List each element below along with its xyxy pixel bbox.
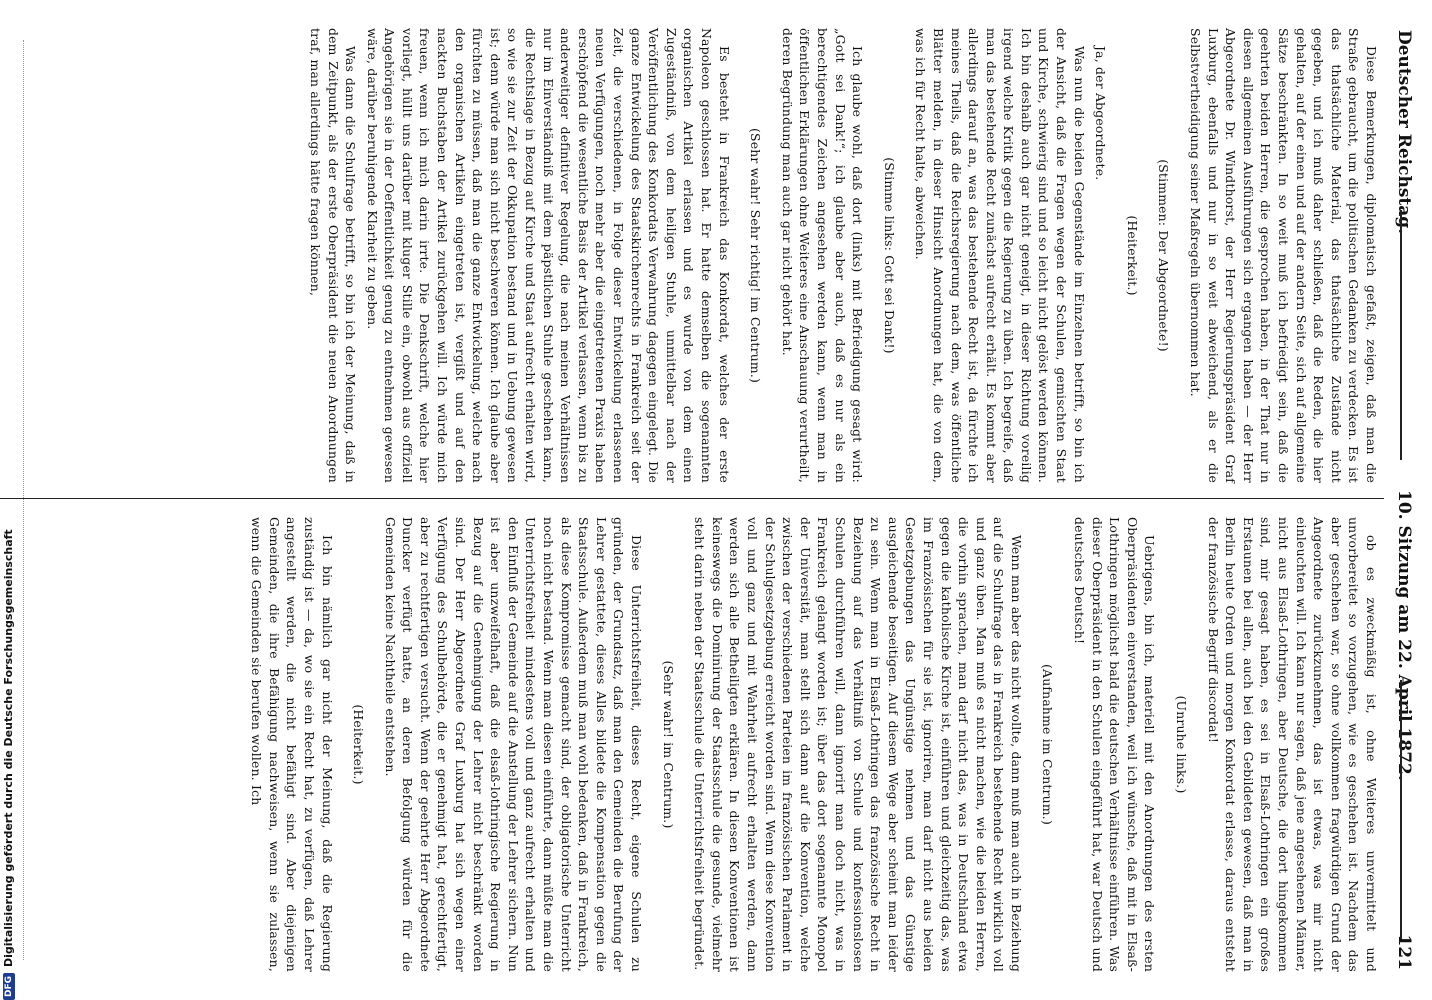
interjection: (Sehr wahr! im Centrum.)	[660, 660, 676, 829]
right-column	[244, 517, 1380, 972]
header-session: 10. Sitzung am 22. April 1872.	[1394, 490, 1414, 781]
paragraph: Es besteht in Frankreich das Konkordat, welches der erste Napoleon geschlossen hat. Er hatte demselben die sogenannten organischen Artikel erlassen und es wurde von dem einen Zugeständniß, von dem heiligen Stuhle, unmittelbar nach der Veröffentlichung des Konkordats Verwahrung dagegen eingelegt. Die ganze Entwickelung des Staatskirchenrechts in Frankreich seit der Zeit, die verschiedenen, in Folge dieser Entwickelung erlassenen neuen Verfügungen, noch mehr aber die eingetretenen Praxis haben erschöpfend die wesentliche Basis der Artikel verlassen, wenn bis zu anderweitiger definitiver Regelung, die nach meinen Verhältnissen nur im Einverständniß mit dem päpstlichen Stuhle geschehen kann, die Rechtslage in Bezug auf Kirche und Staat aufrecht erhalten wird, so wie sie zur Zeit der Okkupation bestand und in Uebung gewesen ist; denn würde man sich nicht beschweren können. Ich glaube aber fürchten zu müssen, daß man die ganze Entwickelung, welche nach den organischen Artikeln eingetreten ist, vergißt und auf den nackten Buchstaben der Artikel zurückgehen will. Ich würde mich freuen, wenn ich mich darin irrte. Die Denkschrift, welche hier vorliegt, hüllt uns darüber mit kluger Stille ein, obwohl aus offiziell Angehörigen sie in der Oeffentlichkeit genug zu entnehmen gewesen wäre, darüber beruhigende Klarheit zu geben.	[364, 28, 732, 483]
page-header	[1384, 30, 1424, 970]
column-divider	[0, 498, 1384, 499]
page-number: 121	[1394, 934, 1414, 970]
interjection: (Stimmen: Der Abgeordnete!)	[1156, 159, 1172, 352]
digitization-credit	[2, 0, 15, 1000]
interjection: (Aufnahme im Centrum.)	[1040, 664, 1056, 825]
header-title: Deutscher Reichstag.	[1394, 30, 1414, 235]
interjection: (Heiterkeit.)	[351, 704, 367, 785]
dfg-logo-icon: DFG	[3, 973, 15, 1000]
left-column	[302, 28, 1380, 483]
paragraph: Diese Bemerkungen, diplomatisch gefaßt, zeigen, daß man die Straße gebraucht, um die politischen Gedanken zu verdecken. Es ist das thatsächliche Material, das thatsächliche Zustände nicht gegeben, und ich muß daher schließen, daß die Reden, die hier gehalten, auf der einen und auf der andern Seite, sich auf allgemeine Sätze beschränkten. In so weit muß ich befriedigt sein, daß die geehrten beiden Herren, die gesprochen haben, in der That nur in diesen allgemeinen Ausführungen sich ergangen haben — der Herr Abgeordnete Dr. Windthorst, der Herr Regierungspräsident Graf Luxburg, ebenfalls und nur in so weit abweichend, als er die Selbstvertheidigung seiner Maßregeln übernommen hat.	[1188, 28, 1379, 483]
paragraph: ob es zweckmäßig ist, ohne Weiteres unvermittelt und unvorbereitet so vorzugehen, wie es geschehen ist. Nachdem das aber geschehen war, so ohne vollkommen fragwürdigen Grund der Angeordnete zurückzunehmen, das ist etwas, was mir nicht einleuchten will. Ich kann nur sagen, daß jene angesehenen Männer, nicht aus Elsaß-Lothringen, aber Deutsche, die dort hingekommen sind, mir gesagt haben, es sei in Elsaß-Lothringen ein großes Erstaunen bei allen, auch bei den Gebildeten gewesen, daß man in Berlin heute Orden und morgen Konkordat erlasse, daraus entsteht der französische Begriff discordat!	[1205, 517, 1379, 972]
interjection: (Sehr wahr! Sehr richtig! im Centrum.)	[748, 127, 764, 384]
paragraph: Ja, der Abgeordnete.	[1093, 46, 1109, 181]
paragraph: Was nun die beiden Gegenstände im Einzelnen betrifft, so bin ich der Ansicht, daß die Fragen wegen der Schulen, gemischten Staat und Kirche, schwierig sind und so leicht nicht gelöst werden können. Ich bin deshalb auch gar nicht geneigt, in dieser Richtung voreilig irgend welche Kritik gegen die Regierung zu üben. Ich begreife, daß man das bestehende Recht zunächst aufrecht erhält. Es kommt aber allerdings darauf an, was das bestehende Recht ist, da fürchte ich meines Theils, daß die Reichsregierung nach dem, was öffentliche Blätter melden, in dieser Hinsicht Anordnungen hat, die von dem, was ich für Recht halte, abweichen.	[913, 28, 1087, 483]
paragraph: Ich glaube wohl, daß dort (links) mit Befriedigung gesagt wird: „Gott sei Dank!“; ich glaube aber auch, daß es nur als ein berechtigendes Zeichen angesehen werden kann, wenn man in öffentlichen Erklärungen ohne Weiteres eine Anschauung verurtheilt, deren Begründung man auch gar nicht gehört hat.	[779, 28, 866, 483]
paragraph: Diese Unterrichtsfreiheit, dieses Recht, eigene Schulen zu gründen, der Grundsatz, daß man den Gemeinden die Berufung der Lehrer gestattete, dieses Alles bildete die Kompensation gegen die Staatsschule. Außerdem muß man wohl bedenken, daß in Frankreich, als diese Kompromisse gemacht sind, der obligatorische Unterricht noch nicht bestand. Wenn man diesen einführte, dann müßte man die Unterrichtsfreiheit mindestens voll und ganz aufrecht erhalten und den Einfluß der Gemeinde auf die Anstellung der Lehrer sichern. Nun ist aber unzweifelhaft, daß die elsaß-lothringische Regierung in Bezug auf die Genehmigung der Lehrer nicht beschränkt worden sind. Der Herr Abgeordnete Graf Luxburg hat sich wegen einer Verfügung des Schulbehörde, die er genehmigt hat, gerechtfertigt, aber zu rechtfertigen versucht. Wenn der geehrte Herr Abgeordnete Duncker verfügt hatte, an deren Befolgung würden für die Gemeinden keine Nachtheile entstehen.	[382, 517, 645, 972]
paragraph: Ich bin nämlich gar nicht der Meinung, daß die Regierung zuständig ist — da, wo sie ein Recht hat, zu verfügen, daß Lehrer angestellt werden, die nicht befähigt sind. Aber diejenigen Gemeinden, die ihre Befähigung nachweisen, wenn sie zulassen, wenn die Gemeinden sie berufen wollen. Ich	[249, 517, 335, 972]
credit-text: Digitalisierung gefördert durch die Deutsche Forschungsgemeinschaft	[2, 529, 15, 967]
interjection: (Unruhe links.)	[1174, 695, 1190, 794]
interjection: (Heiterkeit.)	[1124, 215, 1140, 296]
header-rule-right	[1400, 680, 1402, 940]
interjection: (Stimme links: Gott sei Dank!)	[881, 157, 897, 354]
paragraph: Was dann die Schulfrage betrifft, so bin ich der Meinung, daß in dem Zeitpunkt, als der erste Oberpräsident die neuen Anordnungen traf, man allerdings hätte fragen können,	[307, 28, 359, 483]
header-rule-left	[1400, 210, 1402, 460]
paragraph: Wenn man aber das nicht wollte, dann muß man auch in Beziehung auf die Schulfrage das in Frankreich bestehende Recht wirklich voll und ganz üben. Man muß es nicht machen, wie die beiden Herren, die vorhin sprachen, man darf nicht das, was in Deutschland etwa gegen die katholische Kirche ist, einführen und gleichzeitig das, was im Französischen für sie ist, ignoriren, man darf nicht aus beiden Gesetzgebungen das Ungünstige nehmen und das Günstige ausgleichende beseitigen. Auf diesem Wege aber scheint man leider zu sein. Wenn man in Elsaß-Lothringen das französische Recht in Beziehung auf das Verhältniß von Schule und konfessionslosen Schulen durchführen will, dann ignorirt man doch nicht, was in Frankreich gelangt worden ist; über das dort sogenannte Monopol der Universität, man stellt sich dann auf die Konvention, welche zwischen der verschiedenen Parteien im französischen Parlament in der Schulgesetzgebung erreicht worden sind. Wenn diese Konvention voll und ganz und mit Wahrheit aufrecht erhalten werden, dann werden sich alle Betheiligten erklären. In diesen Konventionen ist keineswegs die Dominirung der Staatsschule die gesunde, vielmehr steht darin neben der Staatsschule die Unterrichtsfreiheit begründet.	[692, 517, 1024, 972]
paragraph: Uebrigens, bin ich, materiell mit den Anordnungen des ersten Oberpräsidenten einverstanden, weil ich wünsche, daß mit in Elsaß-Lothringen möglichst bald die deutschen Verhältnisse einführen. Was dieser Oberpräsident in den Schulen eingeführt hat, war Deutsch und deutsches Deutsch!	[1072, 517, 1158, 972]
